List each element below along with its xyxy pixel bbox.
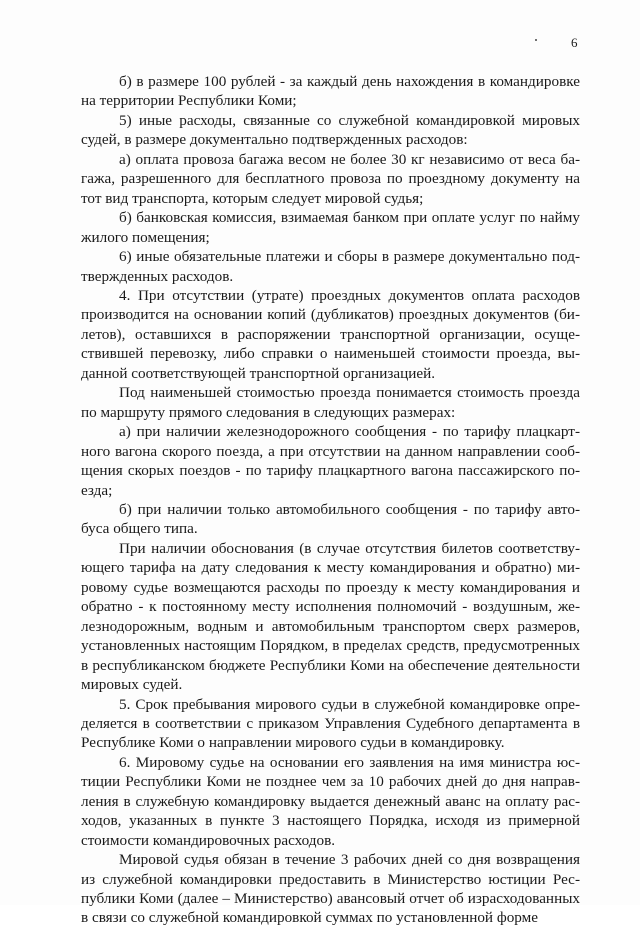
- paragraph: Под наименьшей стоимостью проезда понимается стоимость проезда по маршруту прямого следования в следующих размерах:: [81, 384, 580, 421]
- document-body: [81, 72, 580, 928]
- page-number: 6: [571, 35, 578, 50]
- paragraph: 4. При отсутствии (утрате) проездных документов оплата расходов производится на основании копий (дубликатов) проездных документов (билетов), оставшихся в распоряжении транспортной организации, осуществившей перевозку, либо справки о наименьшей стоимости проезда, выданной соответствующей транспортной организацией.: [81, 286, 580, 382]
- paragraph: 5. Срок пребывания мирового судьи в служебной командировке определяется в соответствии с приказом Управления Судебного департамента в Республике Коми о направлении мирового судьи в командировку.: [81, 695, 580, 752]
- paragraph: а) оплата провоза багажа весом не более 30 кг независимо от веса багажа, разрешенного для бесплатного провоза по проездному документу на тот вид транспорта, которым следует мировой судья;: [81, 150, 580, 207]
- paragraph: б) банковская комиссия, взимаемая банком при оплате услуг по найму жилого помещения;: [81, 209, 580, 246]
- paragraph: б) в размере 100 рублей - за каждый день нахождения в командировке на территории Республики Коми;: [81, 73, 580, 110]
- paragraph: 6) иные обязательные платежи и сборы в размере документально подтвержденных расходов.: [81, 248, 580, 285]
- scan-speck: [535, 39, 537, 41]
- paragraph: 6. Мировому судье на основании его заявления на имя министра юстиции Республики Коми не позднее чем за 10 рабочих дней до дня направления в служебную командировку выдается денежный аванс на оплату расходов, указанных в пункте 3 настоящего Порядка, исходя из примерной стоимости командировочных расходов.: [81, 753, 580, 849]
- paragraph: При наличии обоснования (в случае отсутствия билетов соответствующего тарифа на дату следования к месту командирования и обратно) мировому судье возмещаются расходы по проезду к месту командирования и обратно - к постоянному месту исполнения полномочий - воздушным, железнодорожным, водным и автомобильным транспортом сверх размеров, установленных настоящим Порядком, в пределах средств, предусмотренных в республиканском бюджете Республики Коми на обеспечение деятельности мировых судей.: [81, 539, 580, 694]
- paragraph: б) при наличии только автомобильного сообщения - по тарифу автобуса общего типа.: [81, 500, 580, 538]
- paragraph: 5) иные расходы, связанные со служебной командировкой мировых судей, в размере документально подтвержденных расходов:: [81, 111, 580, 149]
- paragraph: а) при наличии железнодорожного сообщения - по тарифу плацкартного вагона скорого поезда, а при отсутствии на данном направлении сообщения скорых поездов - по тарифу плацкартного вагона пассажирского поезда;: [81, 423, 580, 499]
- paragraph: Мировой судья обязан в течение 3 рабочих дней со дня возвращения из служебной командировки предоставить в Министерство юстиции Республики Коми (далее – Министерство) авансовый отчет об израсходованных в связи со служебной командировкой суммах по установленной форме: [81, 851, 580, 927]
